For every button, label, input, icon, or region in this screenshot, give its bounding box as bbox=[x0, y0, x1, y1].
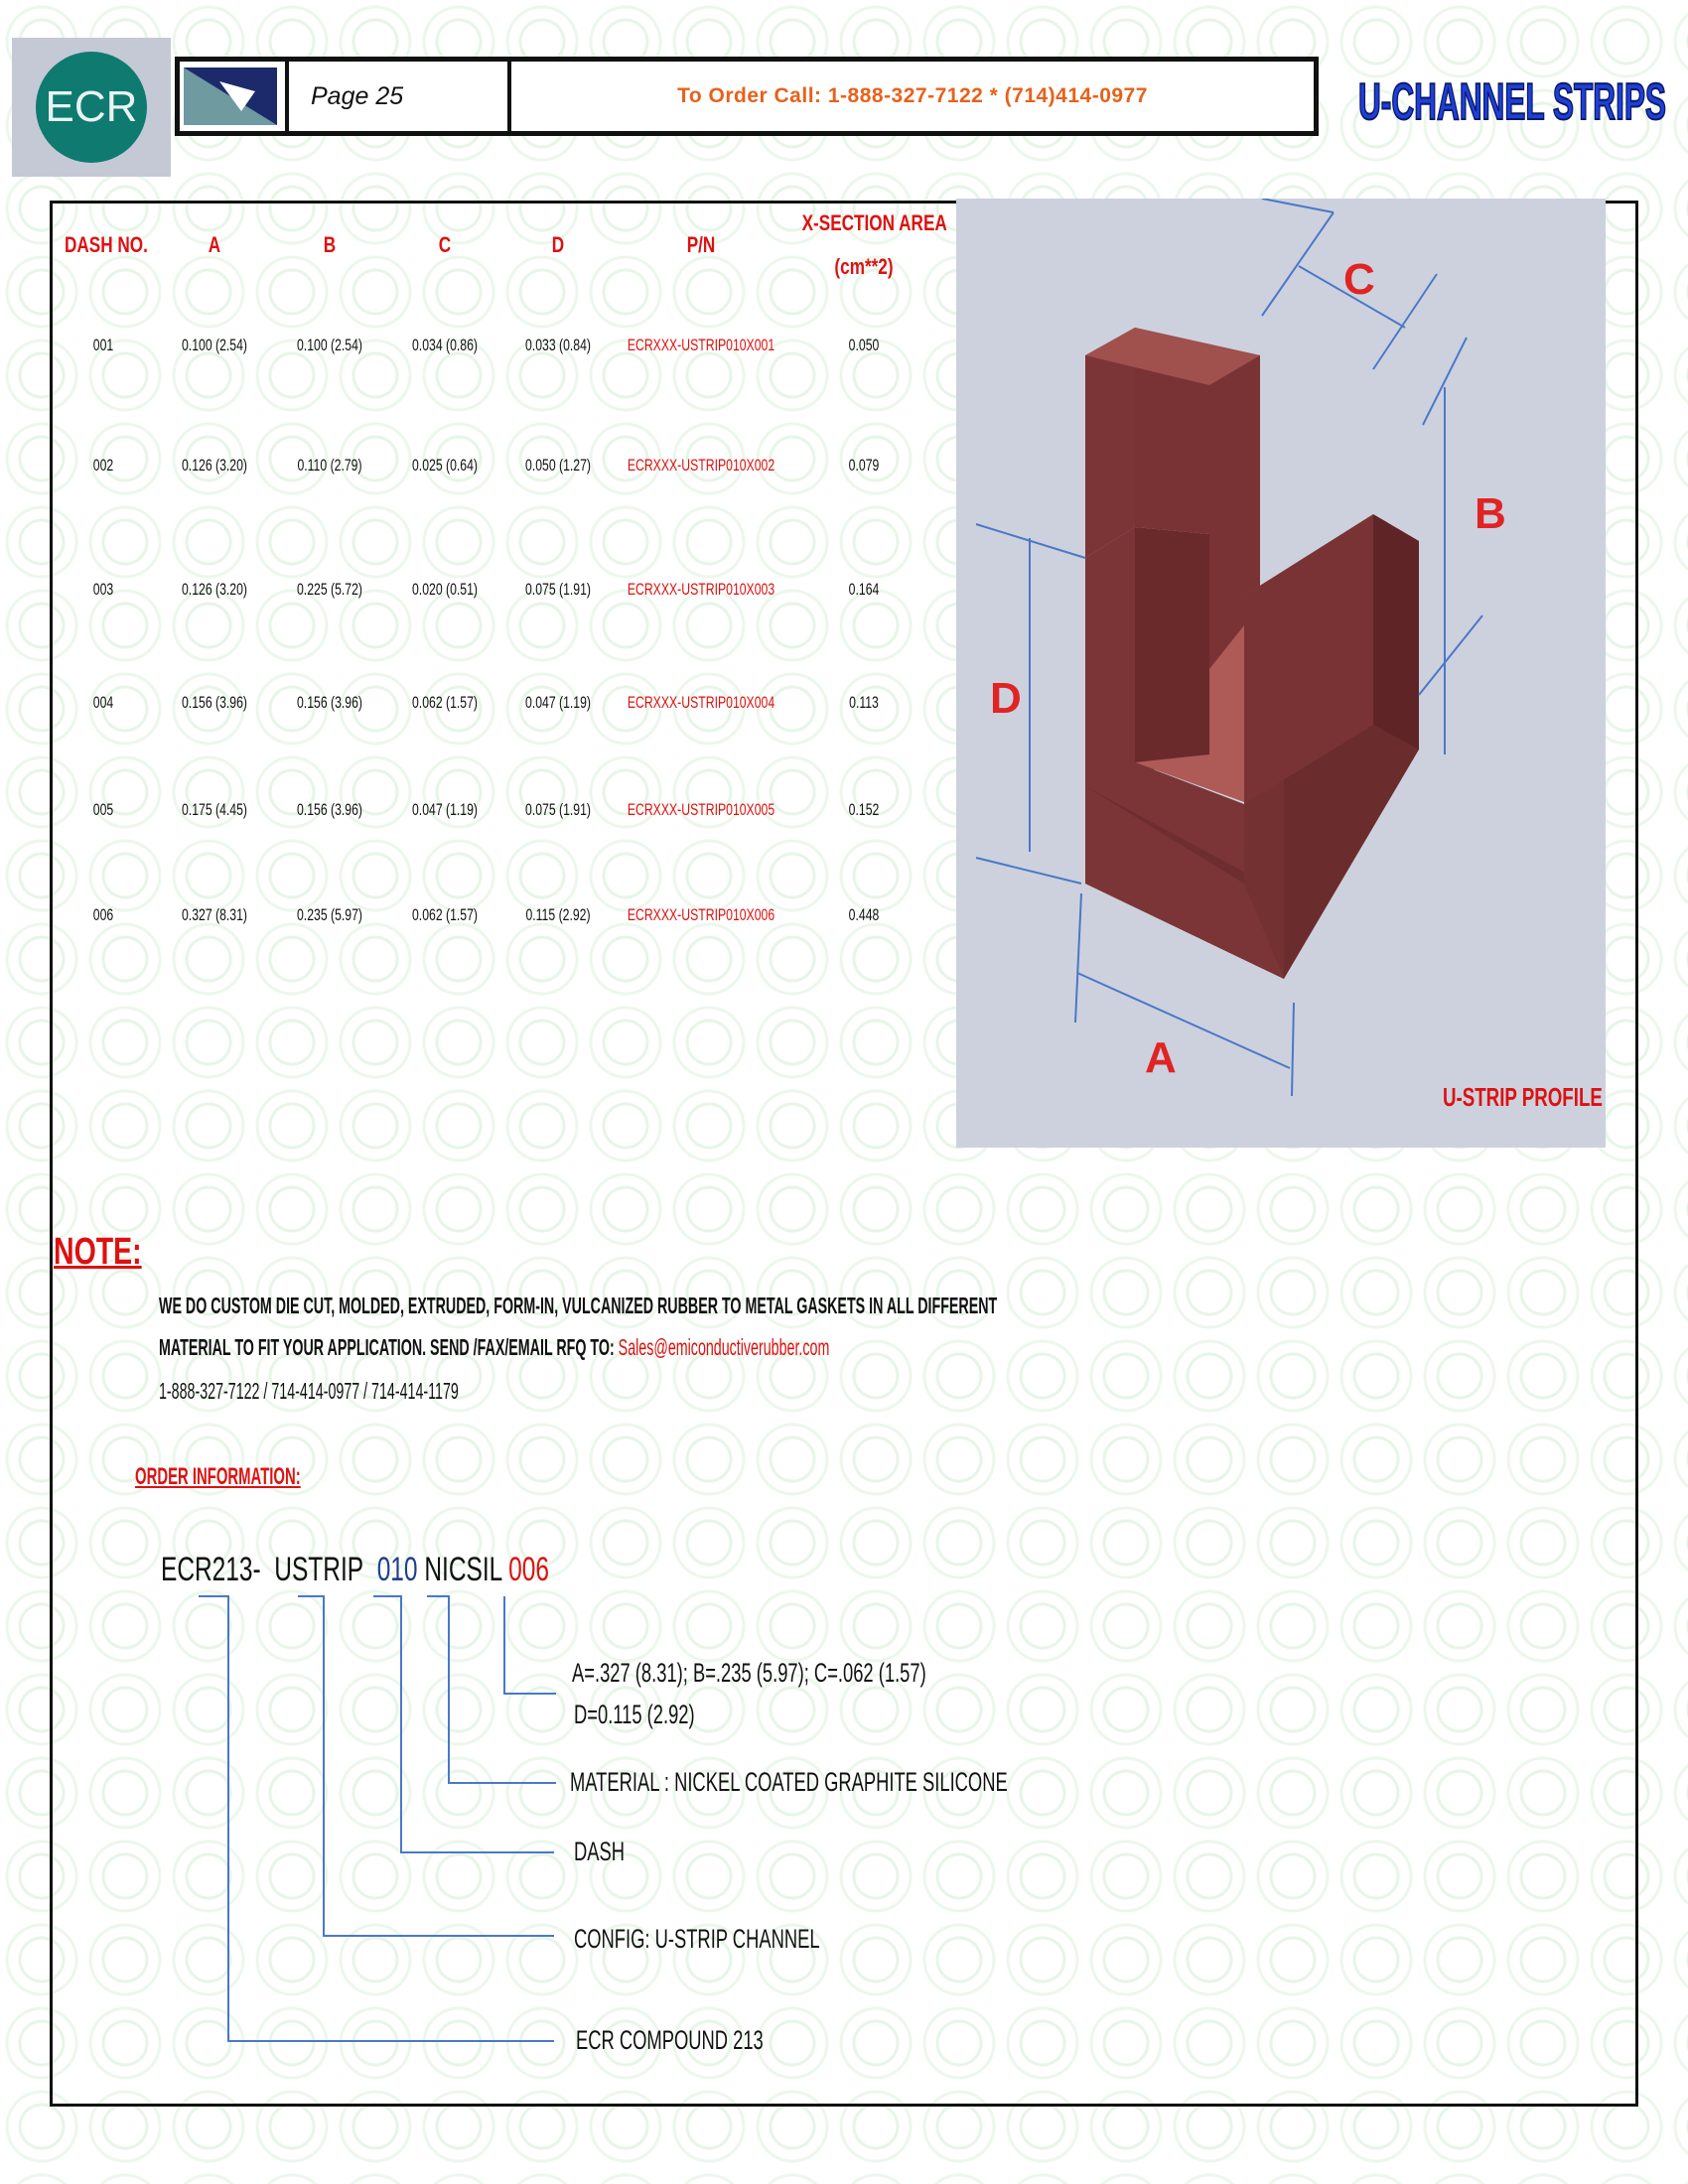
dim-label-c: C bbox=[1343, 255, 1375, 304]
cell-b: 0.100 (2.54) bbox=[296, 336, 363, 354]
col-header-dash: DASH NO. bbox=[65, 232, 148, 257]
brand-title bbox=[1354, 58, 1670, 147]
cell-c: 0.062 (1.57) bbox=[411, 905, 479, 924]
legend-material: MATERIAL : NICKEL COATED GRAPHITE SILICONE bbox=[570, 1767, 1008, 1797]
note-line-1: WE DO CUSTOM DIE CUT, MOLDED, EXTRUDED, FORM-IN, VULCANIZED RUBBER TO METAL GASKETS IN ALL DIFFERENT bbox=[159, 1293, 998, 1318]
dim-label-b: B bbox=[1475, 489, 1506, 538]
page-icon bbox=[180, 62, 289, 131]
cell-area: 0.050 bbox=[848, 336, 880, 354]
code-material: NICSIL bbox=[424, 1551, 502, 1588]
legend-dims-1: A=.327 (8.31); B=.235 (5.97); C=.062 (1.57) bbox=[572, 1658, 926, 1688]
cell-area: 0.164 bbox=[848, 580, 880, 599]
cell-pn: ECRXXX-USTRIP010X001 bbox=[627, 336, 775, 354]
page-number: Page 25 bbox=[289, 62, 511, 131]
u-strip-diagram bbox=[956, 199, 1606, 1148]
cell-a: 0.327 (8.31) bbox=[181, 905, 248, 924]
cell-area: 0.152 bbox=[848, 800, 880, 819]
cell-dash: 001 bbox=[92, 336, 114, 354]
cell-a: 0.126 (3.20) bbox=[181, 456, 248, 475]
cell-pn: ECRXXX-USTRIP010X002 bbox=[627, 456, 775, 475]
col-header-area: X-SECTION AREA bbox=[801, 210, 947, 235]
cell-d: 0.075 (1.91) bbox=[524, 580, 592, 599]
cell-d: 0.050 (1.27) bbox=[524, 456, 592, 475]
cell-dash: 002 bbox=[92, 456, 114, 475]
code-dash-group: 010 bbox=[376, 1551, 418, 1588]
note-line-2 bbox=[159, 1334, 829, 1361]
legend-compound: ECR COMPOUND 213 bbox=[576, 2025, 764, 2055]
email-link[interactable]: Sales@emiconductiverubber.com bbox=[618, 1334, 830, 1360]
header-bar bbox=[175, 57, 1319, 136]
cell-dash: 004 bbox=[92, 693, 114, 712]
col-header-pn: P/N bbox=[686, 232, 716, 257]
order-info-title: ORDER INFORMATION: bbox=[135, 1463, 301, 1490]
u-strip-3d-drawing bbox=[956, 199, 1606, 1148]
cell-pn: ECRXXX-USTRIP010X003 bbox=[627, 580, 775, 599]
col-header-area-unit: (cm**2) bbox=[834, 254, 894, 279]
profile-label: U-STRIP PROFILE bbox=[1443, 1082, 1603, 1112]
cell-pn: ECRXXX-USTRIP010X006 bbox=[627, 905, 775, 924]
code-dash: 006 bbox=[508, 1551, 549, 1588]
cell-b: 0.225 (5.72) bbox=[296, 580, 363, 599]
cell-b: 0.156 (3.96) bbox=[296, 800, 363, 819]
cell-c: 0.034 (0.86) bbox=[411, 336, 479, 354]
cell-a: 0.126 (3.20) bbox=[181, 580, 248, 599]
col-header-b: B bbox=[323, 232, 337, 257]
legend-config: CONFIG: U-STRIP CHANNEL bbox=[574, 1924, 820, 1954]
cell-b: 0.156 (3.96) bbox=[296, 693, 363, 712]
cell-d: 0.047 (1.19) bbox=[524, 693, 592, 712]
cell-d: 0.033 (0.84) bbox=[524, 336, 592, 354]
note-title: NOTE: bbox=[54, 1231, 142, 1273]
cell-b: 0.235 (5.97) bbox=[296, 905, 363, 924]
code-config: USTRIP bbox=[274, 1551, 364, 1588]
legend-dims-2: D=0.115 (2.92) bbox=[574, 1700, 695, 1729]
col-header-c: C bbox=[438, 232, 452, 257]
col-header-a: A bbox=[208, 232, 221, 257]
cell-a: 0.100 (2.54) bbox=[181, 336, 248, 354]
col-header-d: D bbox=[551, 232, 565, 257]
cell-pn: ECRXXX-USTRIP010X005 bbox=[627, 800, 775, 819]
cell-area: 0.113 bbox=[849, 693, 879, 712]
cell-dash: 005 bbox=[92, 800, 114, 819]
legend-dash: DASH bbox=[574, 1837, 626, 1866]
code-compound: ECR213- bbox=[161, 1551, 261, 1588]
dim-label-a: A bbox=[1145, 1033, 1177, 1082]
dim-label-d: D bbox=[990, 674, 1022, 723]
cell-b: 0.110 (2.79) bbox=[297, 456, 362, 475]
cell-c: 0.047 (1.19) bbox=[411, 800, 479, 819]
cell-area: 0.079 bbox=[848, 456, 880, 475]
cell-c: 0.062 (1.57) bbox=[411, 693, 479, 712]
order-phone: To Order Call: 1-888-327-7122 * (714)414-0977 bbox=[677, 84, 1148, 107]
cell-dash: 003 bbox=[92, 580, 114, 599]
ecr-logo: ECR bbox=[36, 52, 147, 163]
cell-dash: 006 bbox=[92, 905, 114, 924]
note-phones: 1-888-327-7122 / 714-414-0977 / 714-414-1179 bbox=[159, 1378, 459, 1404]
cell-c: 0.020 (0.51) bbox=[411, 580, 479, 599]
note-line-2-text: MATERIAL TO FIT YOUR APPLICATION. SEND /FAX/EMAIL RFQ TO: bbox=[159, 1334, 619, 1360]
cell-pn: ECRXXX-USTRIP010X004 bbox=[627, 693, 775, 712]
page-icon-graphic bbox=[180, 62, 281, 131]
order-code bbox=[161, 1551, 549, 1589]
cell-d: 0.115 (2.92) bbox=[525, 905, 591, 924]
cell-c: 0.025 (0.64) bbox=[411, 456, 479, 475]
cell-d: 0.075 (1.91) bbox=[524, 800, 592, 819]
cell-area: 0.448 bbox=[848, 905, 880, 924]
cell-a: 0.156 (3.96) bbox=[181, 693, 248, 712]
cell-a: 0.175 (4.45) bbox=[181, 800, 248, 819]
brand-title-text: U-CHANNEL STRIPS bbox=[1358, 73, 1666, 131]
